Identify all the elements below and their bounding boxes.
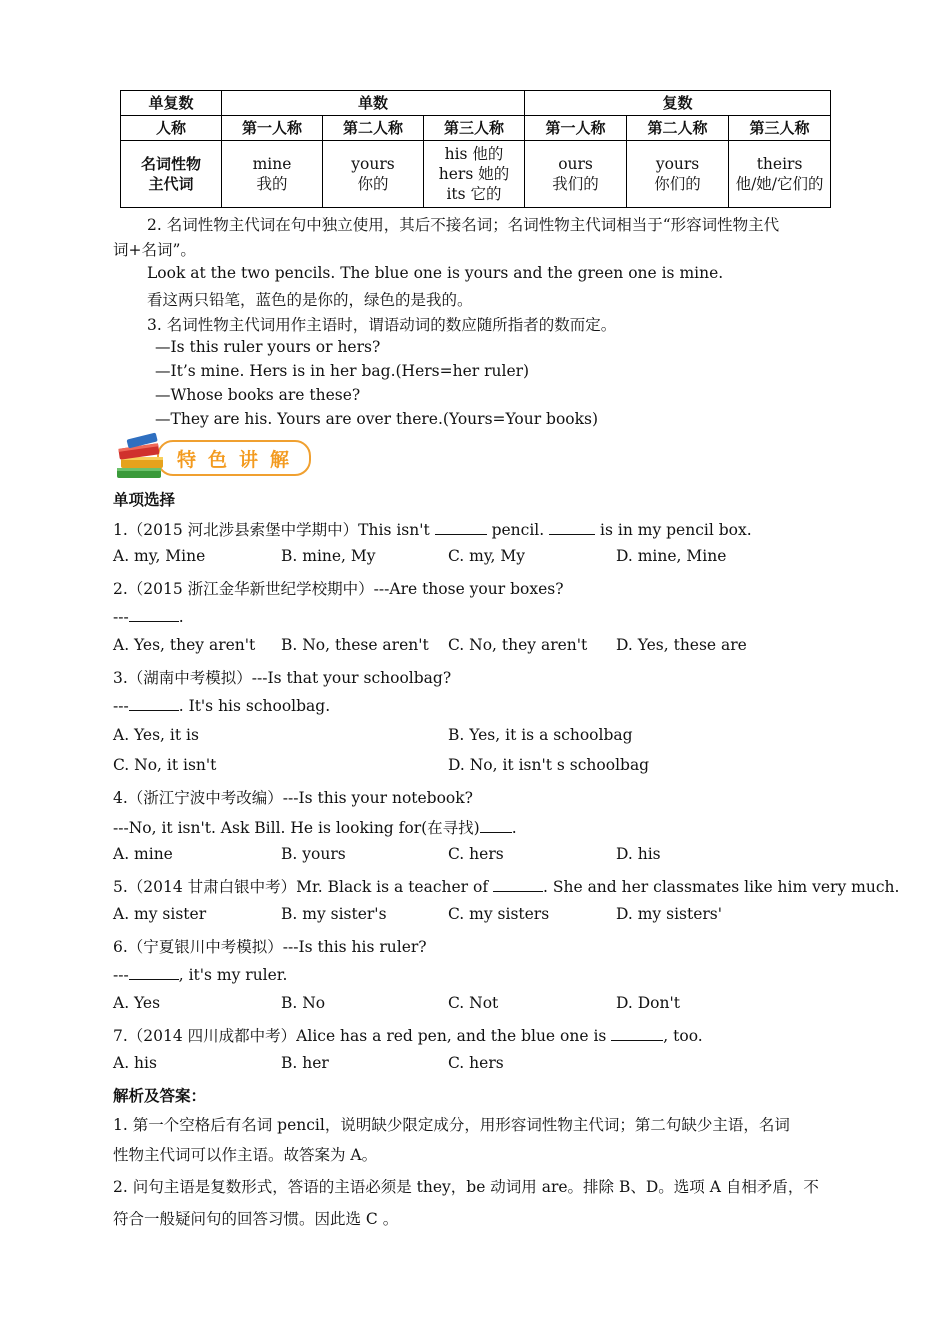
answer-1-line-2: 性物主代词可以作主语。故答案为 A。 [113, 1146, 378, 1164]
table-cell [424, 141, 525, 208]
option-b: B. No, these aren't [281, 636, 429, 654]
answer-2-line-1: 2. 问句主语是复数形式，答语的主语必须是 they，be 动词用 are。排除 B、D。选项 A 自相矛盾，不 [113, 1178, 819, 1196]
answers-title: 解析及答案： [113, 1087, 207, 1105]
cell-line: 他/她/它们的 [735, 175, 824, 193]
option-c: C. hers [448, 1054, 504, 1072]
option-c: C. No, it isn't [113, 756, 217, 774]
question-text: . She and her classmates like him very much. [543, 878, 900, 896]
header-number: 单复数 [121, 91, 222, 116]
row-label [121, 141, 222, 208]
answer-1-line-1: 1. 第一个空格后有名词 pencil，说明缺少限定成分，用形容词性物主代词；第二句缺少主语，名词 [113, 1116, 790, 1134]
question-4: 4.（浙江宁波中考改编）---Is this your notebook? [113, 789, 473, 807]
question-2-answer [113, 607, 184, 626]
option-c: C. my sisters [448, 905, 550, 923]
option-d: D. Don't [616, 994, 680, 1012]
cell-line: hers 她的 [438, 165, 510, 183]
dialog-line: —It’s mine. Hers is in her bag.(Hers=her ruler) [155, 362, 530, 380]
dialog-line: —Whose books are these? [155, 386, 361, 404]
question-6-answer [113, 965, 287, 984]
question-3: 3.（湖南中考模拟）---Is that your schoolbag? [113, 669, 452, 687]
option-b: B. Yes, it is a schoolbag [448, 726, 633, 744]
option-d: D. his [616, 845, 661, 863]
option-d: D. No, it isn't s schoolbag [448, 756, 650, 774]
answer-blank [549, 520, 595, 535]
table-cell [525, 141, 627, 208]
cell-line: 我的 [256, 175, 288, 193]
answer-blank [611, 1026, 663, 1041]
question-text: 7.（2014 四川成都中考）Alice has a red pen, and the blue one is [113, 1027, 612, 1045]
question-text: --- [113, 608, 129, 626]
person-header: 第二人称 [627, 116, 729, 141]
table-cell [323, 141, 424, 208]
cell-line: yours [655, 155, 700, 173]
question-text: . [511, 819, 517, 837]
option-c: C. hers [448, 845, 504, 863]
question-text: ---No, it isn't. Ask Bill. He is looking for(在寻找) [113, 819, 480, 837]
option-a: A. my sister [113, 905, 207, 923]
option-c: C. Not [448, 994, 499, 1012]
option-b: B. my sister's [281, 905, 387, 923]
header-plural: 复数 [525, 91, 831, 116]
question-text: , it's my ruler. [178, 966, 288, 984]
example-english: Look at the two pencils. The blue one is yours and the green one is mine. [147, 264, 724, 282]
books-icon [113, 432, 173, 482]
question-text: . [178, 608, 184, 626]
feature-banner [113, 432, 313, 482]
question-1 [113, 518, 752, 540]
banner-pill [157, 440, 311, 476]
option-b: B. No [281, 994, 326, 1012]
question-3-answer [113, 696, 330, 715]
person-header: 第三人称 [424, 116, 525, 141]
cell-line: its 它的 [446, 185, 502, 203]
answer-blank [493, 877, 543, 892]
question-text: 1.（2015 河北涉县索堡中学期中）This isn't [113, 521, 435, 539]
header-singular: 单数 [222, 91, 525, 116]
dialog-line: —Is this ruler yours or hers? [155, 338, 381, 356]
answer-blank [129, 607, 179, 622]
question-text: . It's his schoolbag. [178, 697, 331, 715]
dialog-line: —They are his. Yours are over there.(Yours=Your books) [155, 410, 599, 428]
option-b: B. her [281, 1054, 329, 1072]
person-header: 第一人称 [222, 116, 323, 141]
option-a: A. my, Mine [113, 547, 206, 565]
option-a: A. his [113, 1054, 157, 1072]
question-2: 2.（2015 浙江金华新世纪学校期中）---Are those your boxes? [113, 580, 564, 598]
pronoun-table [120, 90, 831, 208]
header-person: 人称 [121, 116, 222, 141]
person-header: 第一人称 [525, 116, 627, 141]
option-a: A. mine [113, 845, 173, 863]
option-d: D. my sisters' [616, 905, 723, 923]
option-c: C. No, they aren't [448, 636, 588, 654]
option-a: A. Yes [113, 994, 161, 1012]
row-label-line: 名词性物 [140, 155, 201, 173]
question-text: is in my pencil box. [595, 521, 752, 539]
option-b: B. yours [281, 845, 346, 863]
note-2-line-1: 2. 名词性物主代词在句中独立使用，其后不接名词；名词性物主代词相当于“形容词性物主代 [147, 216, 780, 234]
question-text: 5.（2014 甘肃白银中考）Mr. Black is a teacher of [113, 878, 494, 896]
cell-line: his 他的 [444, 145, 504, 163]
person-header: 第二人称 [323, 116, 424, 141]
option-a: A. Yes, they aren't [113, 636, 256, 654]
option-d: D. Yes, these are [616, 636, 747, 654]
table-cell [222, 141, 323, 208]
table-cell [627, 141, 729, 208]
answer-2-line-2: 符合一般疑问句的回答习惯。因此选 C 。 [113, 1210, 399, 1228]
cell-line: 你的 [357, 175, 389, 193]
table-cell [729, 141, 831, 208]
answer-blank [129, 965, 179, 980]
question-6: 6.（宁夏银川中考模拟）---Is this his ruler? [113, 938, 427, 956]
answer-blank [129, 696, 179, 711]
cell-line: yours [351, 155, 395, 173]
banner-title: 特色讲解 [177, 449, 302, 471]
question-text: --- [113, 966, 129, 984]
cell-line: ours [558, 155, 593, 173]
question-5 [113, 875, 899, 897]
cell-line: mine [252, 155, 292, 173]
question-text: pencil. [486, 521, 550, 539]
question-4-answer [113, 816, 517, 838]
example-chinese: 看这两只铅笔，蓝色的是你的，绿色的是我的。 [147, 291, 473, 309]
option-b: B. mine, My [281, 547, 376, 565]
note-2-line-2: 词+名词”。 [113, 241, 196, 259]
cell-line: 我们的 [552, 175, 599, 193]
answer-blank [480, 818, 512, 833]
question-text: , too. [663, 1027, 703, 1045]
question-7 [113, 1024, 703, 1046]
section-title: 单项选择 [113, 491, 176, 509]
note-3: 3. 名词性物主代词用作主语时，谓语动词的数应随所指者的数而定。 [147, 316, 617, 334]
row-label-line: 主代词 [148, 175, 194, 193]
option-c: C. my, My [448, 547, 526, 565]
person-header: 第三人称 [729, 116, 831, 141]
cell-line: 你们的 [654, 175, 701, 193]
option-d: D. mine, Mine [616, 547, 727, 565]
question-text: --- [113, 697, 129, 715]
answer-blank [435, 520, 487, 535]
option-a: A. Yes, it is [113, 726, 199, 744]
cell-line: theirs [756, 155, 803, 173]
